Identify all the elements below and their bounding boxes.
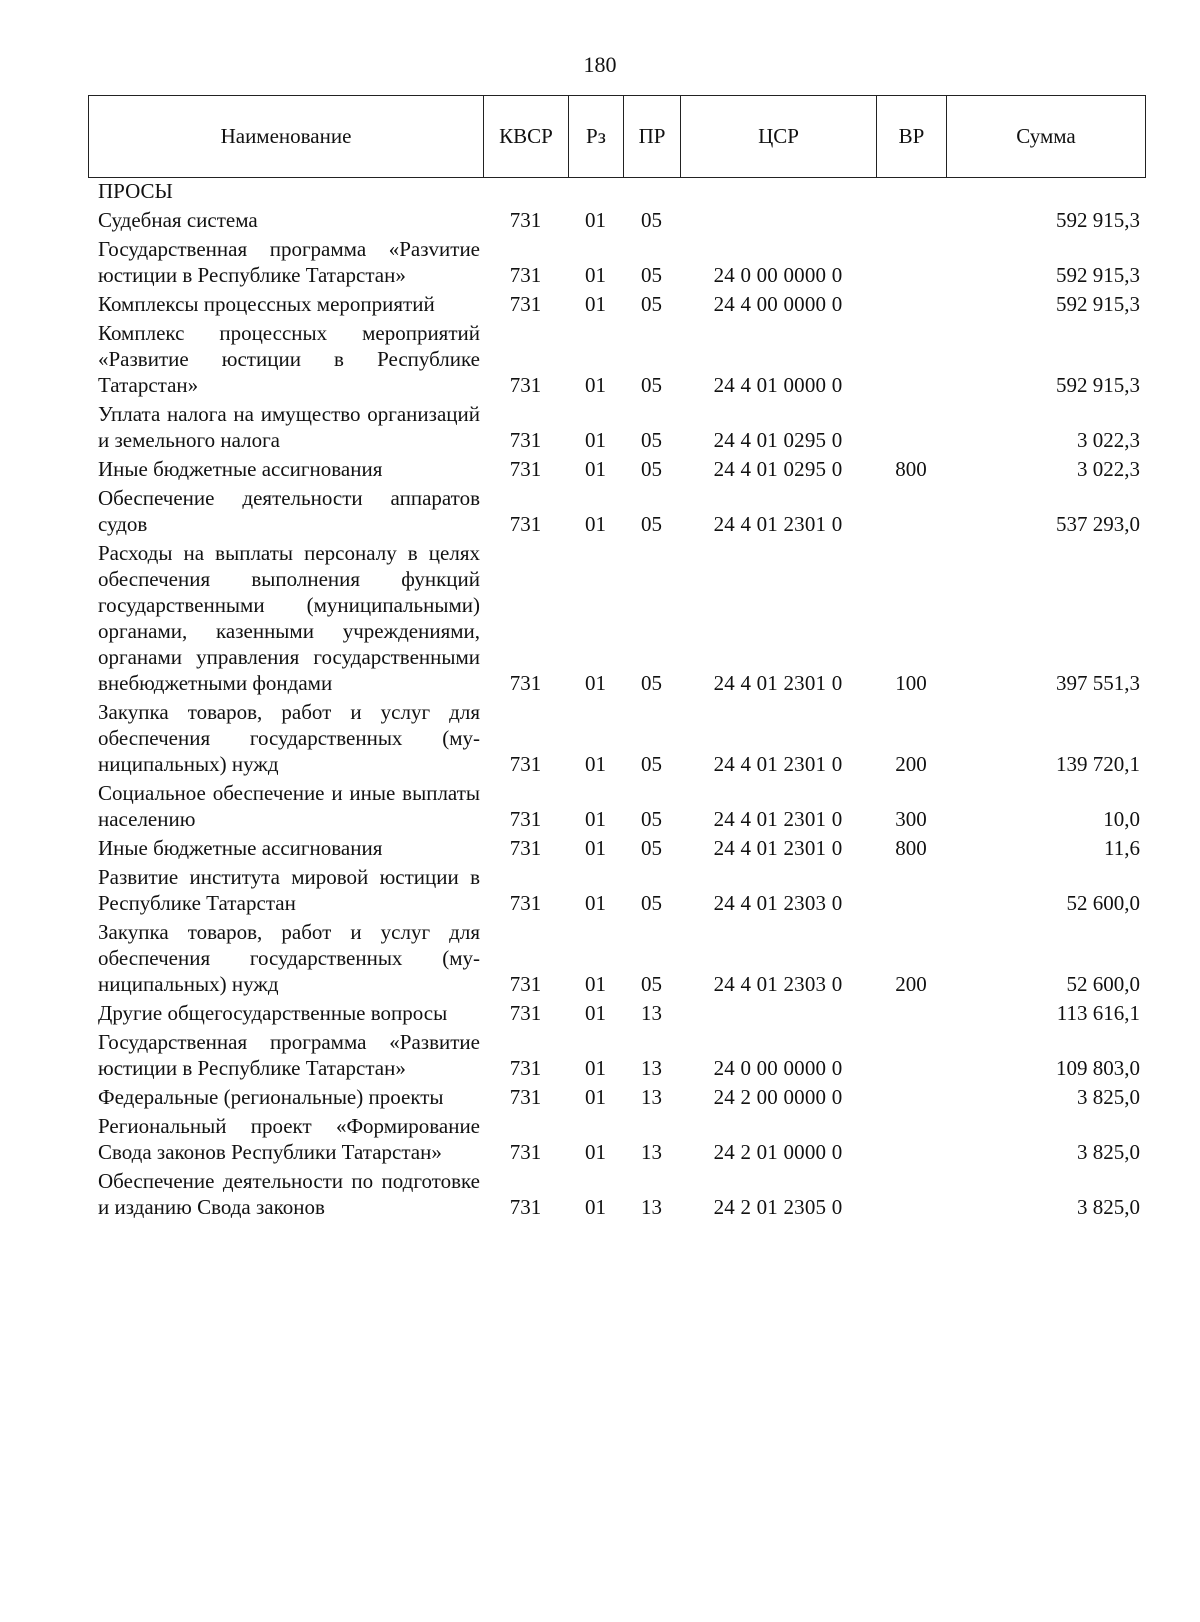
cell-sum: 592 915,3 — [1056, 263, 1140, 287]
cell-name: Региональный проект «Формирование Свода законов Республики Татарстан» — [98, 1114, 480, 1164]
table-row — [88, 178, 1148, 204]
table-row — [88, 291, 1148, 317]
cell-pr: 13 — [641, 1056, 662, 1080]
cell-pr: 05 — [641, 836, 662, 860]
cell-sum: 3 825,0 — [1077, 1085, 1140, 1109]
cell-csr: 24 4 01 2303 0 — [713, 891, 843, 915]
cell-vr: 800 — [895, 836, 927, 860]
cell-pr: 13 — [641, 1140, 662, 1164]
cell-kvsr: 731 — [509, 752, 542, 776]
cell-pr: 05 — [641, 972, 662, 996]
cell-rz: 01 — [585, 373, 606, 397]
cell-pr: 13 — [641, 1195, 662, 1219]
table-row — [88, 1084, 1148, 1110]
cell-sum: 109 803,0 — [1056, 1056, 1140, 1080]
cell-pr: 05 — [641, 373, 662, 397]
cell-name: Обеспечение деятельности по подготовке и изданию Свода законов — [98, 1169, 480, 1219]
cell-rz: 01 — [585, 836, 606, 860]
cell-sum: 3 825,0 — [1077, 1195, 1140, 1219]
cell-csr: 24 2 01 2305 0 — [713, 1195, 843, 1219]
table-header — [88, 95, 1146, 178]
cell-name: Развитие института мировой юстиции в Республике Татарстан — [98, 865, 480, 915]
cell-pr: 05 — [641, 457, 662, 481]
cell-rz: 01 — [585, 1140, 606, 1164]
cell-sum: 113 616,1 — [1056, 1001, 1140, 1025]
cell-name: Судебная система — [98, 208, 258, 232]
cell-pr: 13 — [641, 1085, 662, 1109]
cell-sum: 3 825,0 — [1077, 1140, 1140, 1164]
cell-kvsr: 731 — [509, 1056, 542, 1080]
cell-vr: 300 — [895, 807, 927, 831]
cell-kvsr: 731 — [509, 428, 542, 452]
cell-name: Комплексы процессных мероприятий — [98, 292, 435, 316]
cell-csr: 24 4 01 2301 0 — [713, 807, 843, 831]
cell-kvsr: 731 — [509, 836, 542, 860]
cell-sum: 592 915,3 — [1056, 292, 1140, 316]
cell-pr: 05 — [641, 891, 662, 915]
table-row — [88, 699, 1148, 777]
cell-name: Иные бюджетные ассигнования — [98, 457, 383, 481]
cell-name: ПРОСЫ — [98, 179, 173, 203]
cell-name: Социальное обеспечение и иные выплаты населению — [98, 781, 480, 831]
cell-sum: 592 915,3 — [1056, 373, 1140, 397]
table-row — [88, 1168, 1148, 1220]
cell-csr: 24 4 01 2301 0 — [713, 836, 843, 860]
header-sum: Сумма — [1016, 124, 1076, 148]
cell-vr: 200 — [895, 972, 927, 996]
cell-rz: 01 — [585, 208, 606, 232]
cell-sum: 10,0 — [1103, 807, 1140, 831]
header-name: Наименование — [89, 96, 484, 177]
page-number: 180 — [583, 52, 617, 77]
cell-kvsr: 731 — [509, 1085, 542, 1109]
cell-csr: 24 0 00 0000 0 — [713, 263, 843, 287]
cell-sum: 537 293,0 — [1056, 512, 1140, 536]
cell-rz: 01 — [585, 263, 606, 287]
cell-kvsr: 731 — [509, 1140, 542, 1164]
table-row — [88, 236, 1148, 288]
cell-kvsr: 731 — [509, 891, 542, 915]
cell-rz: 01 — [585, 807, 606, 831]
cell-name: Уплата налога на имущество организаций и земельного налога — [98, 402, 480, 452]
cell-pr: 05 — [641, 671, 662, 695]
cell-kvsr: 731 — [509, 457, 542, 481]
cell-name: Обеспечение деятельности аппаратов судов — [98, 486, 480, 536]
cell-pr: 05 — [641, 752, 662, 776]
cell-csr: 24 4 01 2301 0 — [713, 512, 843, 536]
cell-csr: 24 4 00 0000 0 — [713, 292, 843, 316]
cell-csr: 24 4 01 2303 0 — [713, 972, 843, 996]
cell-name: Иные бюджетные ассигнования — [98, 836, 383, 860]
cell-kvsr: 731 — [509, 1001, 542, 1025]
cell-kvsr: 731 — [509, 1195, 542, 1219]
cell-name: Другие общегосударственные вопросы — [98, 1001, 448, 1025]
cell-name: Федеральные (региональные) проекты — [98, 1085, 444, 1109]
cell-pr: 05 — [641, 512, 662, 536]
cell-pr: 13 — [641, 1001, 662, 1025]
cell-csr: 24 4 01 2301 0 — [713, 752, 843, 776]
table-row — [88, 485, 1148, 537]
cell-name: Государственная программа «Разvитие юстиции в Республике Татарстан» — [98, 237, 480, 287]
table-row — [88, 780, 1148, 832]
cell-sum: 3 022,3 — [1077, 428, 1140, 452]
cell-kvsr: 731 — [509, 373, 542, 397]
cell-rz: 01 — [585, 1001, 606, 1025]
cell-rz: 01 — [585, 512, 606, 536]
cell-kvsr: 731 — [509, 807, 542, 831]
cell-rz: 01 — [585, 891, 606, 915]
header-pr: ПР — [624, 96, 681, 177]
cell-sum: 592 915,3 — [1056, 208, 1140, 232]
table-row — [88, 456, 1148, 482]
header-csr: ЦСР — [681, 96, 877, 177]
table-row — [88, 320, 1148, 398]
cell-kvsr: 731 — [509, 208, 542, 232]
cell-kvsr: 731 — [509, 512, 542, 536]
cell-csr: 24 4 01 0000 0 — [713, 373, 843, 397]
table-row — [88, 540, 1148, 696]
cell-name: Закупка товаров, работ и услуг для обеспечения государственных (муниципальных) нужд — [98, 920, 480, 996]
cell-csr: 24 2 01 0000 0 — [713, 1140, 843, 1164]
cell-sum: 139 720,1 — [1056, 752, 1140, 776]
cell-sum: 11,6 — [1104, 836, 1140, 860]
table-row — [88, 864, 1148, 916]
cell-vr: 800 — [895, 457, 927, 481]
cell-name: Расходы на выплаты персоналу в целях обеспечения выполнения функций государственными (муниципальными) органами, казенными учреждениями, органами управления государственными внебюджетными фондами — [98, 541, 480, 695]
cell-kvsr: 731 — [509, 292, 542, 316]
cell-rz: 01 — [585, 457, 606, 481]
header-kvsr: КВСР — [484, 96, 569, 177]
cell-pr: 05 — [641, 807, 662, 831]
cell-sum: 52 600,0 — [1066, 972, 1140, 996]
cell-name: Комплекс процессных мероприятий «Развитие юстиции в Республике Татарстан» — [98, 321, 480, 397]
cell-rz: 01 — [585, 671, 606, 695]
cell-rz: 01 — [585, 752, 606, 776]
table-row — [88, 1113, 1148, 1165]
cell-pr: 05 — [641, 292, 662, 316]
table-row — [88, 207, 1148, 233]
table-row — [88, 401, 1148, 453]
table-body — [88, 178, 1148, 1220]
cell-name: Государственная программа «Развитие юстиции в Республике Татарстан» — [98, 1030, 480, 1080]
header-rz: Рз — [569, 96, 624, 177]
cell-csr: 24 4 01 0295 0 — [713, 428, 843, 452]
cell-pr: 05 — [641, 208, 662, 232]
table-row — [88, 835, 1148, 861]
cell-rz: 01 — [585, 428, 606, 452]
cell-rz: 01 — [585, 292, 606, 316]
cell-sum: 397 551,3 — [1056, 671, 1140, 695]
cell-kvsr: 731 — [509, 263, 542, 287]
cell-pr: 05 — [641, 263, 662, 287]
table-row — [88, 1000, 1148, 1026]
header-vr: ВР — [877, 96, 947, 177]
cell-csr: 24 0 00 0000 0 — [713, 1056, 843, 1080]
cell-kvsr: 731 — [509, 972, 542, 996]
cell-pr: 05 — [641, 428, 662, 452]
cell-csr: 24 4 01 0295 0 — [713, 457, 843, 481]
cell-sum: 52 600,0 — [1066, 891, 1140, 915]
cell-rz: 01 — [585, 1085, 606, 1109]
table-row — [88, 1029, 1148, 1081]
cell-csr: 24 2 00 0000 0 — [713, 1085, 843, 1109]
cell-sum: 3 022,3 — [1077, 457, 1140, 481]
cell-csr: 24 4 01 2301 0 — [713, 671, 843, 695]
cell-vr: 200 — [895, 752, 927, 776]
cell-vr: 100 — [895, 671, 927, 695]
cell-name: Закупка товаров, работ и услуг для обеспечения государственных (муниципальных) нужд — [98, 700, 480, 776]
table-row — [88, 919, 1148, 997]
cell-kvsr: 731 — [509, 671, 542, 695]
cell-rz: 01 — [585, 1056, 606, 1080]
cell-rz: 01 — [585, 1195, 606, 1219]
cell-rz: 01 — [585, 972, 606, 996]
